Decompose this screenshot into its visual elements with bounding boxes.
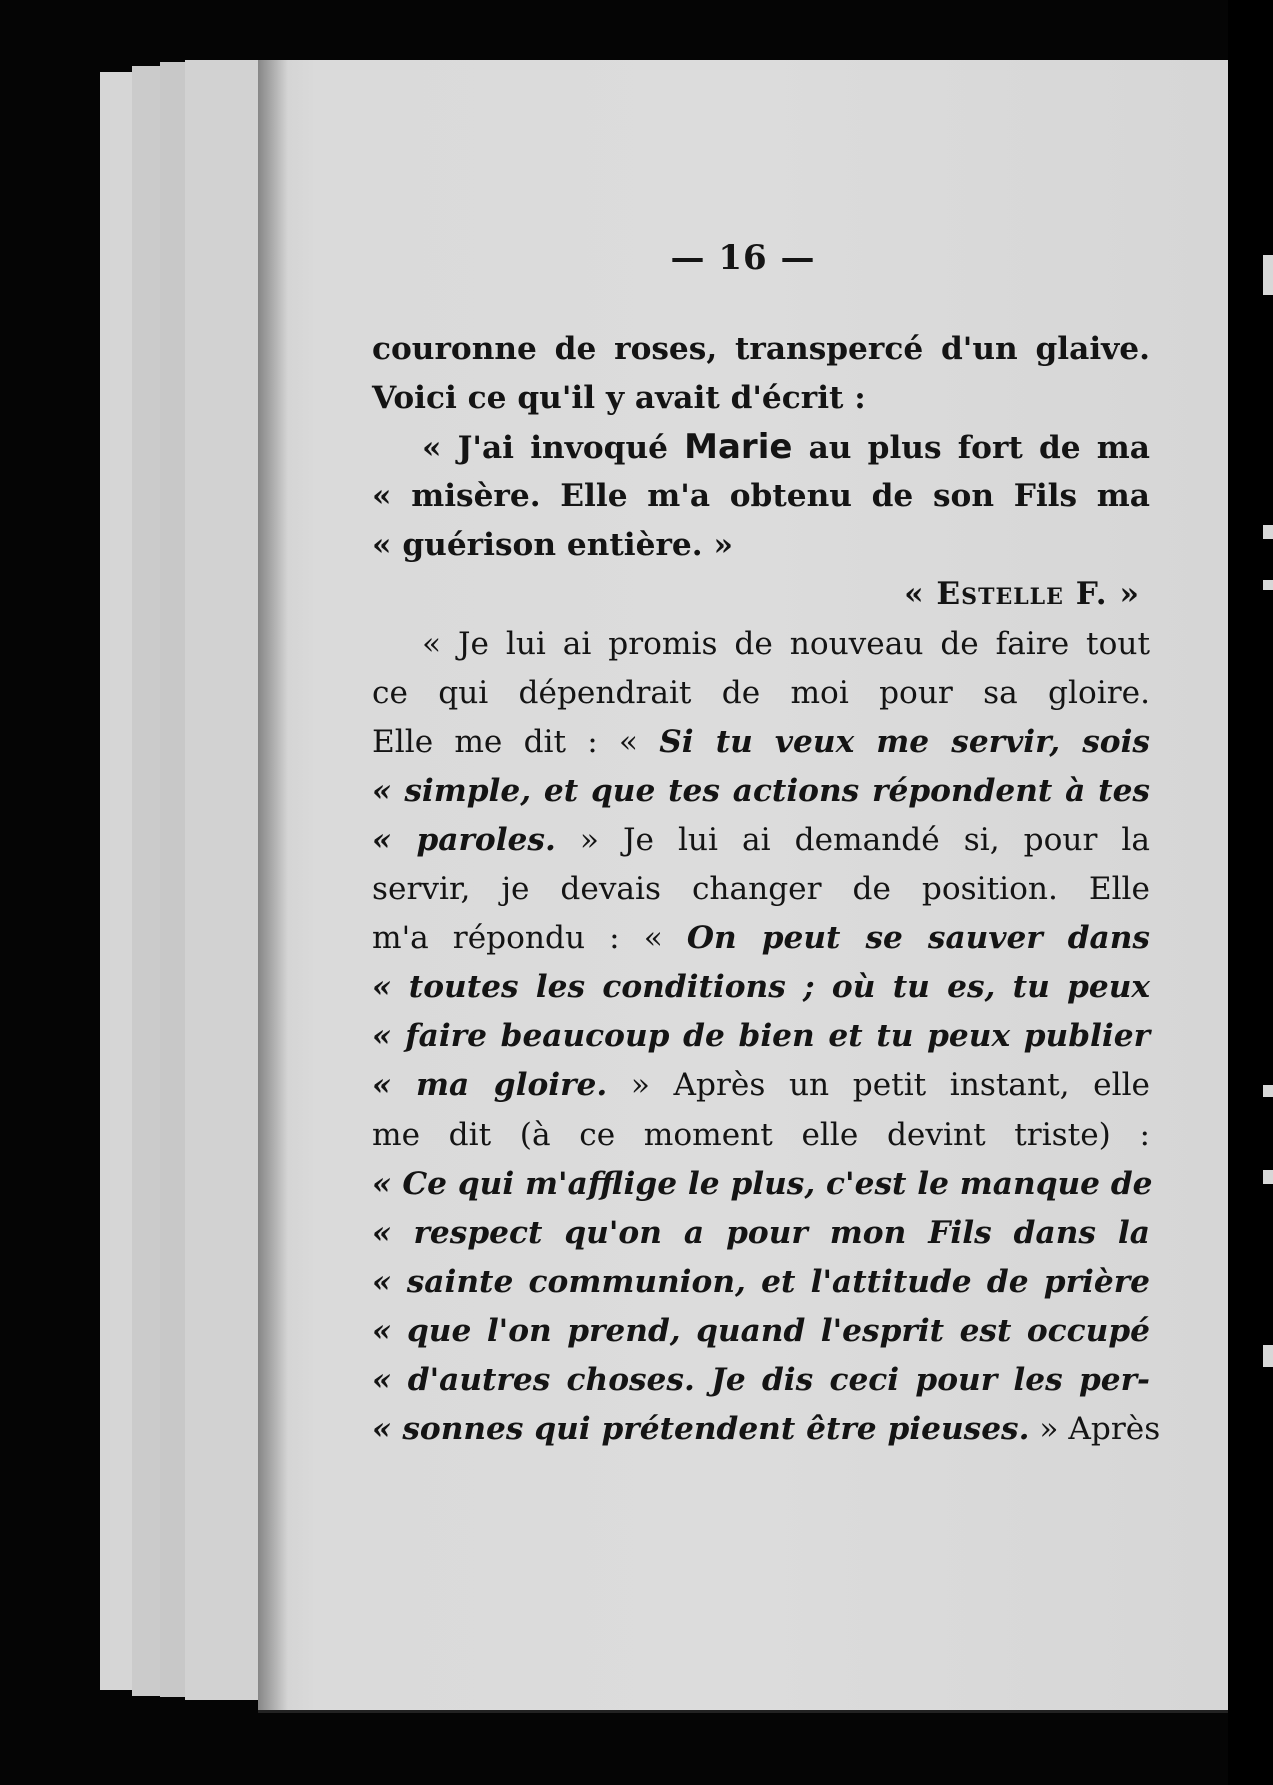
text-span: » Après un petit instant, elle: [607, 1067, 1150, 1104]
gutter-shadow: [258, 60, 288, 1710]
text-span: » Je lui ai demandé si, pour la: [555, 821, 1150, 858]
text-line: [372, 1307, 1150, 1356]
margin-mark: [1263, 580, 1273, 590]
text-line: [372, 718, 1150, 767]
text-span: me dit (à ce moment elle devint triste) :: [372, 1116, 1150, 1153]
text-span: Elle me dit : «: [372, 723, 660, 760]
margin-mark: [1263, 525, 1273, 539]
text-span: servir, je devais changer de position. Elle: [372, 871, 1150, 908]
text-line: [372, 767, 1150, 816]
text-line: [372, 1061, 1150, 1110]
text-span: « ma gloire.: [372, 1067, 608, 1104]
body-text: [372, 325, 1161, 1454]
text-line: [372, 816, 1150, 865]
text-span: On peut se sauver dans: [686, 920, 1150, 957]
text-span: « faire beaucoup de bien et tu peux publier: [372, 1018, 1150, 1055]
text-span: au plus fort de ma: [792, 430, 1150, 467]
text-span: « J'ai invoqué: [422, 430, 685, 467]
margin-mark: [1263, 255, 1273, 295]
text-span: « paroles.: [372, 821, 556, 858]
text-line: [372, 1356, 1150, 1405]
text-span: ce qui dépendrait de moi pour sa gloire.: [372, 674, 1150, 711]
text-line: [372, 1258, 1150, 1307]
text-line: [372, 423, 1150, 472]
text-span: « Ce qui m'afflige le plus, c'est le manque de: [372, 1165, 1153, 1202]
text-line: [372, 1209, 1150, 1258]
margin-mark: [1263, 1170, 1273, 1184]
text-span: couronne de roses, transpercé d'un glaive.: [372, 331, 1150, 367]
text-line: [372, 1012, 1150, 1061]
text-line: [372, 865, 1150, 914]
text-span: « sonnes qui prétendent être pieuses.: [372, 1411, 1030, 1448]
text-span: « Je lui ai promis de nouveau de faire tout: [422, 625, 1150, 662]
text-line: [372, 914, 1150, 963]
text-span: « misère. Elle m'a obtenu de son Fils ma: [372, 478, 1150, 515]
text-span: Voici ce qu'il y avait d'écrit :: [372, 380, 866, 417]
text-span: « sainte communion, et l'attitude de prière: [372, 1263, 1150, 1300]
text-span: « simple, et que tes actions répondent à tes: [372, 772, 1150, 809]
text-line: [372, 374, 1150, 423]
text-line: [372, 1405, 1161, 1454]
text-span: « d'autres choses. Je dis ceci pour les per-: [372, 1361, 1150, 1398]
text-line: [372, 325, 1150, 374]
text-span: « toutes les conditions ; où tu es, tu peux: [372, 969, 1150, 1006]
text-span: « guérison entière. »: [372, 527, 733, 564]
right-border: [1228, 0, 1273, 1785]
text-span: Si tu veux me servir, sois: [659, 723, 1150, 760]
text-line: [372, 963, 1150, 1012]
text-span: « respect qu'on a pour mon Fils dans la: [372, 1214, 1150, 1251]
text-span: m'a répondu : «: [372, 920, 687, 957]
text-line: [372, 1160, 1153, 1209]
text-span: « Estelle F. »: [904, 576, 1140, 613]
text-line: [372, 570, 1150, 619]
text-span: « que l'on prend, quand l'esprit est occupé: [372, 1312, 1150, 1349]
text-span: » Après: [1029, 1411, 1161, 1448]
text-line: [372, 472, 1150, 521]
margin-mark: [1263, 1085, 1273, 1097]
text-span: Marie: [684, 427, 793, 468]
text-line: [372, 1111, 1150, 1160]
text-line: [372, 669, 1150, 718]
text-line: [372, 620, 1150, 669]
text-line: [372, 521, 1150, 570]
margin-mark: [1263, 1345, 1273, 1367]
page-number: — 16 —: [670, 238, 816, 278]
